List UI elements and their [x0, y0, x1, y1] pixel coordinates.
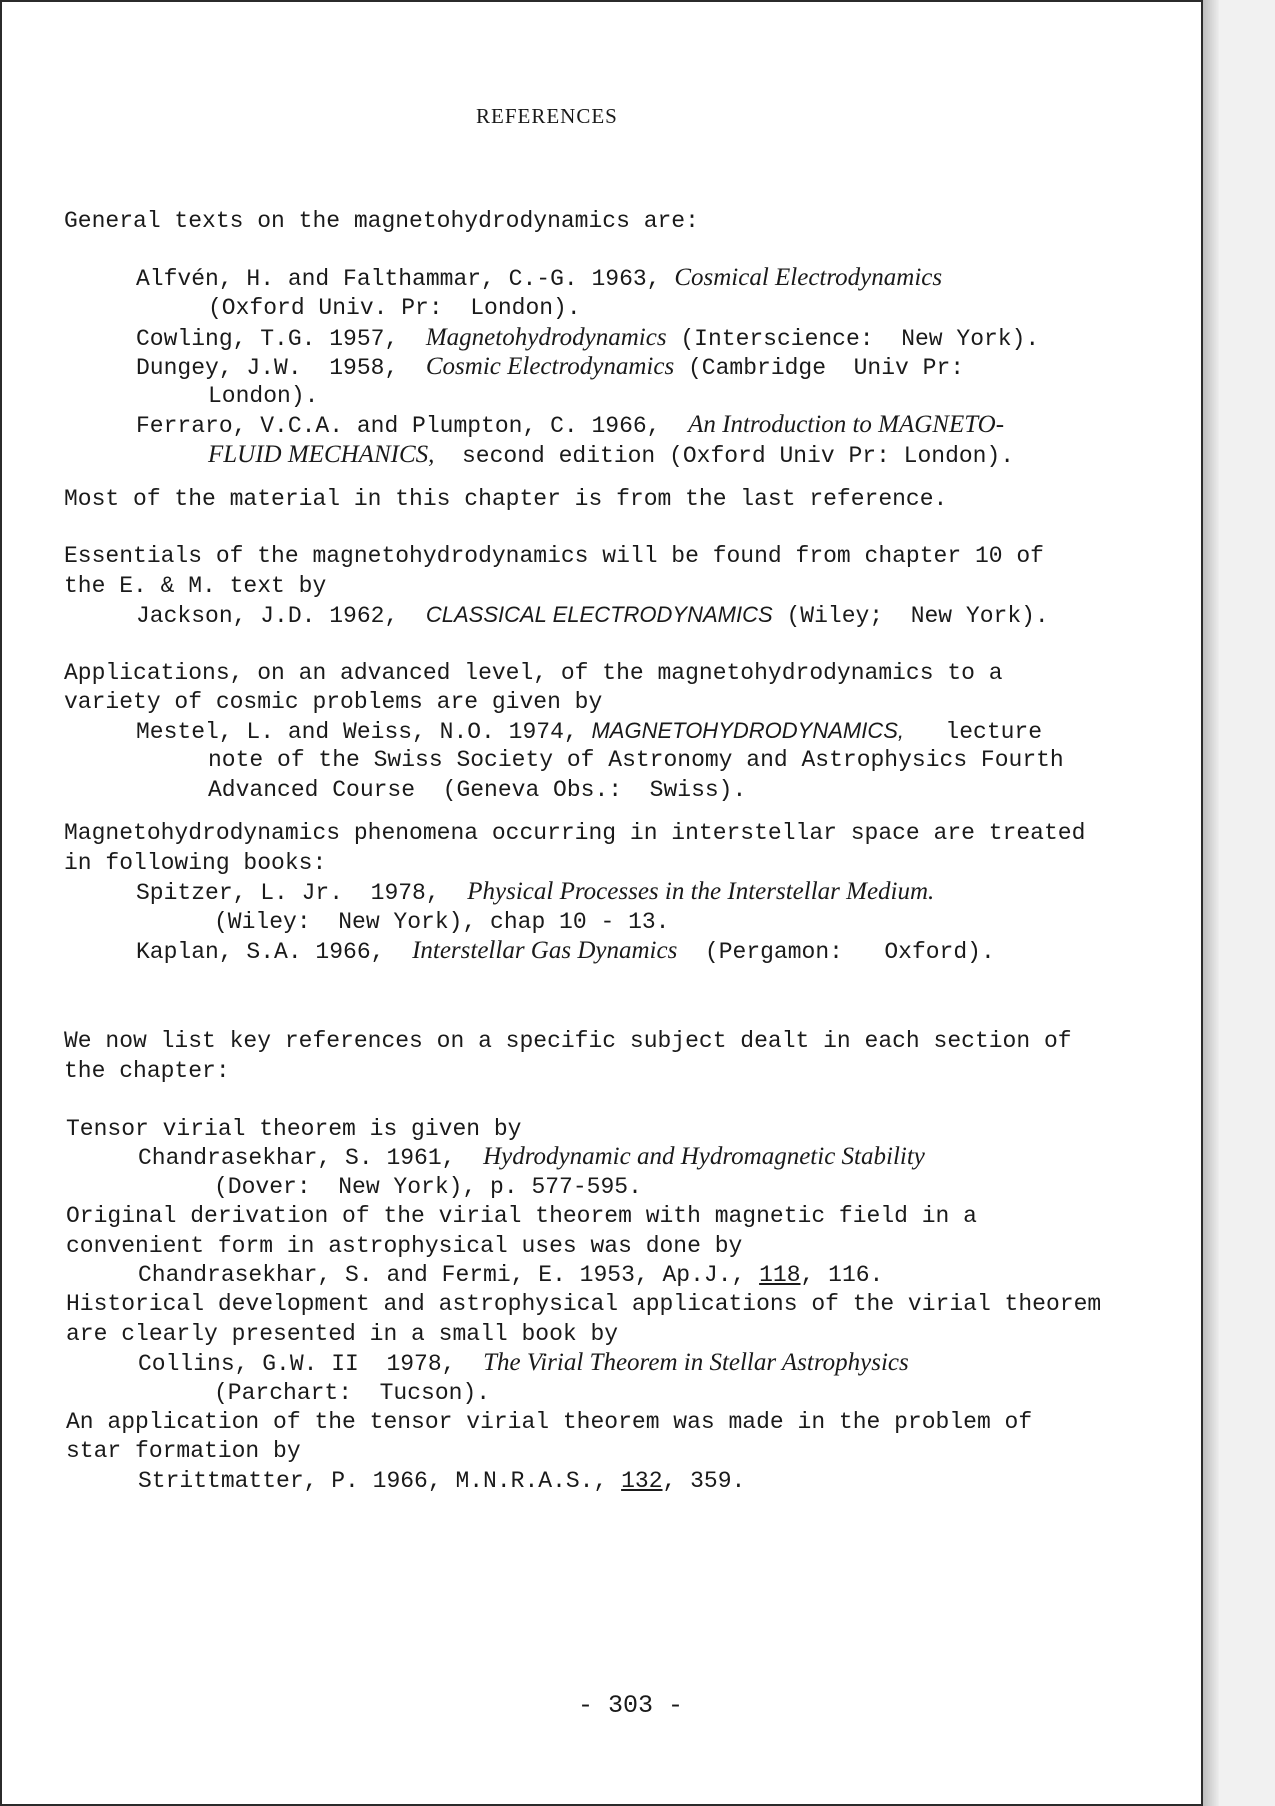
reference-ferraro [136, 411, 1004, 440]
text-segment: Spitzer, L. Jr. 1978, [136, 880, 440, 906]
text-segment: second edition (Oxford Univ Pr: London). [462, 443, 1015, 469]
text-line: (Wiley: New York), chap 10 - 13. [214, 909, 670, 935]
text-segment: Dungey, J.W. 1958, [136, 355, 399, 381]
text-line: Most of the material in this chapter is from the last reference. [64, 486, 948, 512]
book-title: Physical Processes in the Interstellar Medium. [467, 878, 935, 905]
text-line: variety of cosmic problems are given by [64, 689, 603, 715]
page-title: REFERENCES [476, 104, 618, 128]
reference-collins [138, 1349, 909, 1378]
text-segment: Mestel, L. and Weiss, N.O. 1974, [136, 719, 578, 745]
reference-chandrasekhar-fermi [138, 1261, 883, 1289]
text-line: London). [208, 383, 319, 409]
text-line: Applications, on an advanced level, of the magnetohydrodynamics to a [64, 660, 1003, 686]
text-segment: Chandrasekhar, S. 1961, [138, 1145, 456, 1171]
text-segment: Chandrasekhar, S. and Fermi, E. 1953, Ap.J., [138, 1262, 760, 1288]
text-line: An application of the tensor virial theorem was made in the problem of [66, 1409, 1033, 1435]
book-title: Magnetohydrodynamics [425, 324, 667, 351]
text-segment: Ferraro, V.C.A. and Plumpton, C. 1966, [136, 413, 661, 439]
book-title: Interstellar Gas Dynamics [412, 937, 678, 964]
text-segment: Alfvén, H. and Falthammar, C.-G. 1963, [136, 266, 661, 292]
text-segment: (Pergamon: Oxford). [704, 939, 995, 965]
text-segment: lecture [945, 719, 1043, 745]
page-number: - 303 - [578, 1691, 684, 1720]
text-segment: Jackson, J.D. 1962, [136, 603, 399, 629]
book-title: MAGNETOHYDRODYNAMICS, [591, 718, 904, 743]
reference-alfven [136, 264, 942, 293]
reference-chandrasekhar-1961 [138, 1143, 925, 1172]
reference-strittmatter [138, 1467, 745, 1495]
reference-spitzer [136, 878, 934, 907]
text-line: General texts on the magnetohydrodynamics are: [64, 208, 699, 234]
book-title: CLASSICAL ELECTRODYNAMICS [425, 602, 773, 627]
reference-ferraro-cont [208, 441, 1014, 470]
text-line: the chapter: [64, 1058, 230, 1084]
text-line: Historical development and astrophysical applications of the virial theorem [66, 1291, 1102, 1317]
text-segment: (Wiley; New York). [786, 603, 1049, 629]
text-line: star formation by [66, 1438, 301, 1464]
text-segment: Strittmatter, P. 1966, M.N.R.A.S., [138, 1468, 622, 1494]
text-line: the E. & M. text by [64, 573, 327, 599]
reference-dungey [136, 353, 964, 382]
book-title: The Virial Theorem in Stellar Astrophysics [483, 1349, 909, 1376]
text-line: note of the Swiss Society of Astronomy and Astrophysics Fourth [208, 747, 1064, 773]
book-title: Cosmic Electrodynamics [425, 353, 675, 380]
text-line: convenient form in astrophysical uses was done by [66, 1233, 743, 1259]
volume-number: 132 [621, 1468, 663, 1494]
text-segment: , 116. [800, 1262, 884, 1288]
reference-mestel [136, 717, 1042, 746]
text-line: We now list key references on a specific subject dealt in each section of [64, 1028, 1072, 1054]
book-title: An Introduction to MAGNETO- [688, 411, 1005, 438]
volume-number: 118 [759, 1262, 801, 1288]
page-edge-shadow [1203, 0, 1219, 1806]
text-segment: Cowling, T.G. 1957, [136, 326, 399, 352]
text-line: Essentials of the magnetohydrodynamics will be found from chapter 10 of [64, 543, 1044, 569]
text-segment: Collins, G.W. II 1978, [138, 1351, 456, 1377]
text-segment: (Interscience: New York). [680, 326, 1040, 352]
text-line: Tensor virial theorem is given by [66, 1116, 522, 1142]
text-segment: Kaplan, S.A. 1966, [136, 939, 385, 965]
text-line: Magnetohydrodynamics phenomena occurring in interstellar space are treated [64, 820, 1086, 846]
text-segment: (Cambridge Univ Pr: [688, 355, 965, 381]
text-line: Advanced Course (Geneva Obs.: Swiss). [208, 777, 747, 803]
text-line: are clearly presented in a small book by [66, 1321, 619, 1347]
text-line: (Dover: New York), p. 577-595. [214, 1174, 642, 1200]
text-line: in following books: [64, 850, 327, 876]
reference-jackson [136, 601, 1049, 630]
book-title: FLUID MECHANICS, [208, 441, 435, 468]
text-segment: , 359. [662, 1468, 746, 1494]
text-line: (Parchart: Tucson). [214, 1380, 491, 1406]
book-title: Cosmical Electrodynamics [674, 264, 943, 291]
book-title: Hydrodynamic and Hydromagnetic Stability [483, 1143, 925, 1170]
text-line: (Oxford Univ. Pr: London). [208, 295, 581, 321]
viewer-background [1219, 0, 1275, 1806]
text-line: Original derivation of the virial theorem with magnetic field in a [66, 1203, 977, 1229]
reference-kaplan [136, 937, 995, 966]
reference-cowling [136, 324, 1039, 353]
